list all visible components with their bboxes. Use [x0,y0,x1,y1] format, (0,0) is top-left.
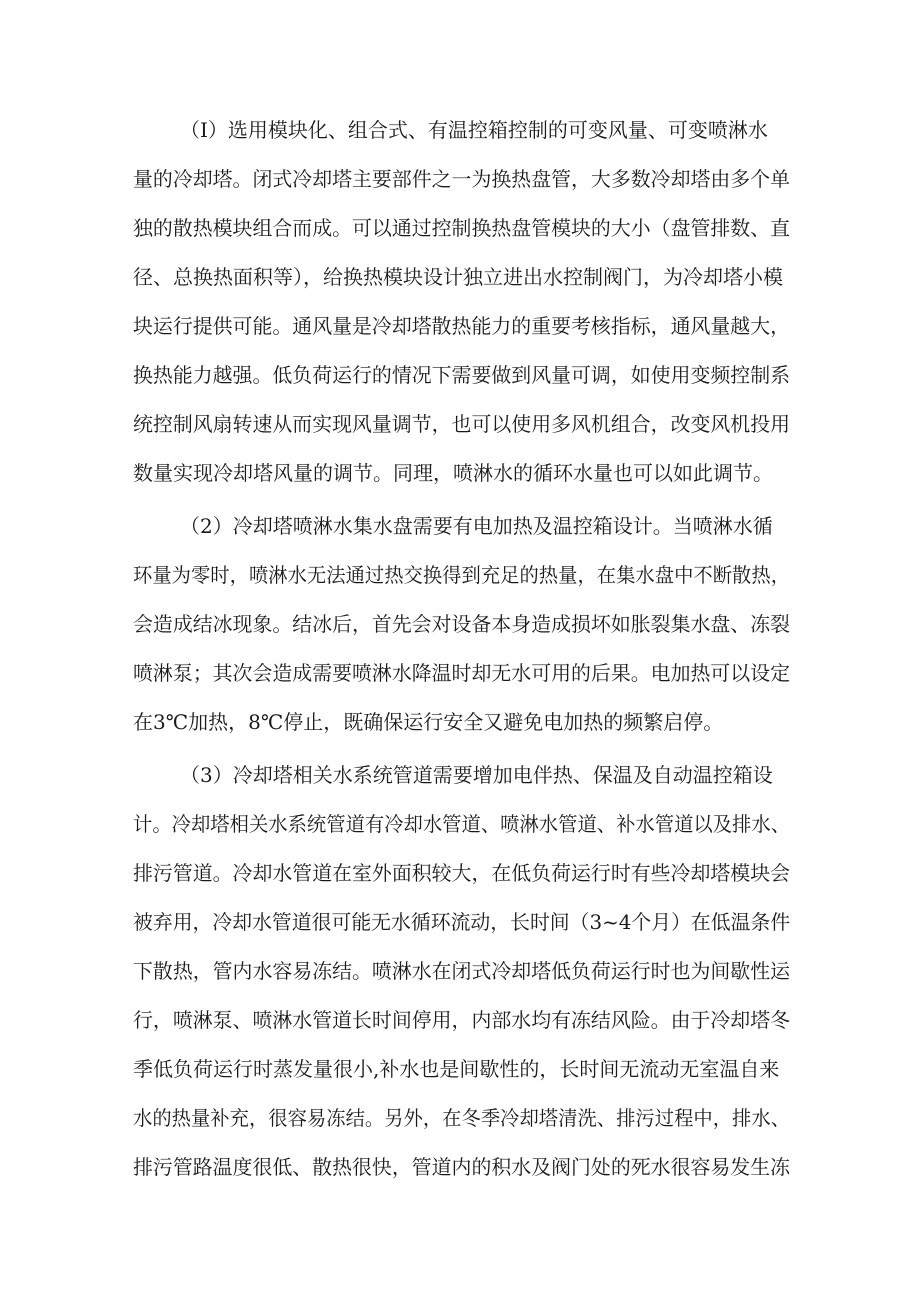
paragraph-line: 排污管路温度很低、散热很快，管道内的积水及阀门处的死水很容易发生冻 [133,1155,791,1179]
paragraph-line: 块运行提供可能。通风量是冷却塔散热能力的重要考核指标，通风量越大， [133,314,791,338]
paragraph-line: （2）冷却塔喷淋水集水盘需要有电加热及温控箱设计。当喷淋水循 [180,514,773,538]
paragraph-line: 数量实现冷却塔风量的调节。同理，喷淋水的循环水量也可以如此调节。 [133,461,773,485]
paragraph-line: 被弃用，冷却水管道很可能无水循环流动，长时间（3~4个月）在低温条件 [133,910,791,934]
paragraph-line: 行，喷淋泵、喷淋水管道长时间停用，内部水均有冻结风险。由于冷却塔冬 [133,1008,791,1032]
paragraph-line: 计。冷却塔相关水系统管道有冷却水管道、喷淋水管道、补水管道以及排水、 [133,812,791,836]
paragraph-line: 会造成结冰现象。结冰后，首先会对设备本身造成损坏如胀裂集水盘、冻裂 [133,612,791,636]
paragraph-line: 独的散热模块组合而成。可以通过控制换热盘管模块的大小（盘管排数、直 [133,216,791,240]
paragraph-line: 径、总换热面积等），给换热模块设计独立进出水控制阀门，为冷却塔小模 [133,265,783,289]
paragraph-line: 统控制风扇转速从而实现风量调节，也可以使用多风机组合，改变风机投用 [133,412,791,436]
paragraph-line: 排污管道。冷却水管道在室外面积较大，在低负荷运行时有些冷却塔模块会 [133,861,791,885]
paragraph-line: 量的冷却塔。闭式冷却塔主要部件之一为换热盘管，大多数冷却塔由多个单 [133,167,791,191]
paragraph-line: 换热能力越强。低负荷运行的情况下需要做到风量可调，如使用变频控制系 [133,363,791,387]
paragraph-line: （3）冷却塔相关水系统管道需要增加电伴热、保温及自动温控箱设 [180,763,773,787]
paragraph-line: 季低负荷运行时蒸发量很小,补水也是间歇性的，长时间无流动无室温自来 [133,1057,780,1081]
paragraph-line: 喷淋泵；其次会造成需要喷淋水降温时却无水可用的后果。电加热可以设定 [133,661,791,685]
paragraph-line: 环量为零时，喷淋水无法通过热交换得到充足的热量，在集水盘中不断散热， [133,563,791,587]
paragraph-line: 在3℃加热，8℃停止，既确保运行安全又避免电加热的频繁启停。 [133,710,724,734]
paragraph-line: 下散热，管内水容易冻结。喷淋水在闭式冷却塔低负荷运行时也为间歇性运 [133,959,791,983]
paragraph-line: 水的热量补充，很容易冻结。另外，在冬季冷却塔清洗、排污过程中，排水、 [133,1106,791,1130]
paragraph-line: （I）选用模块化、组合式、有温控箱控制的可变风量、可变喷淋水 [180,118,768,142]
